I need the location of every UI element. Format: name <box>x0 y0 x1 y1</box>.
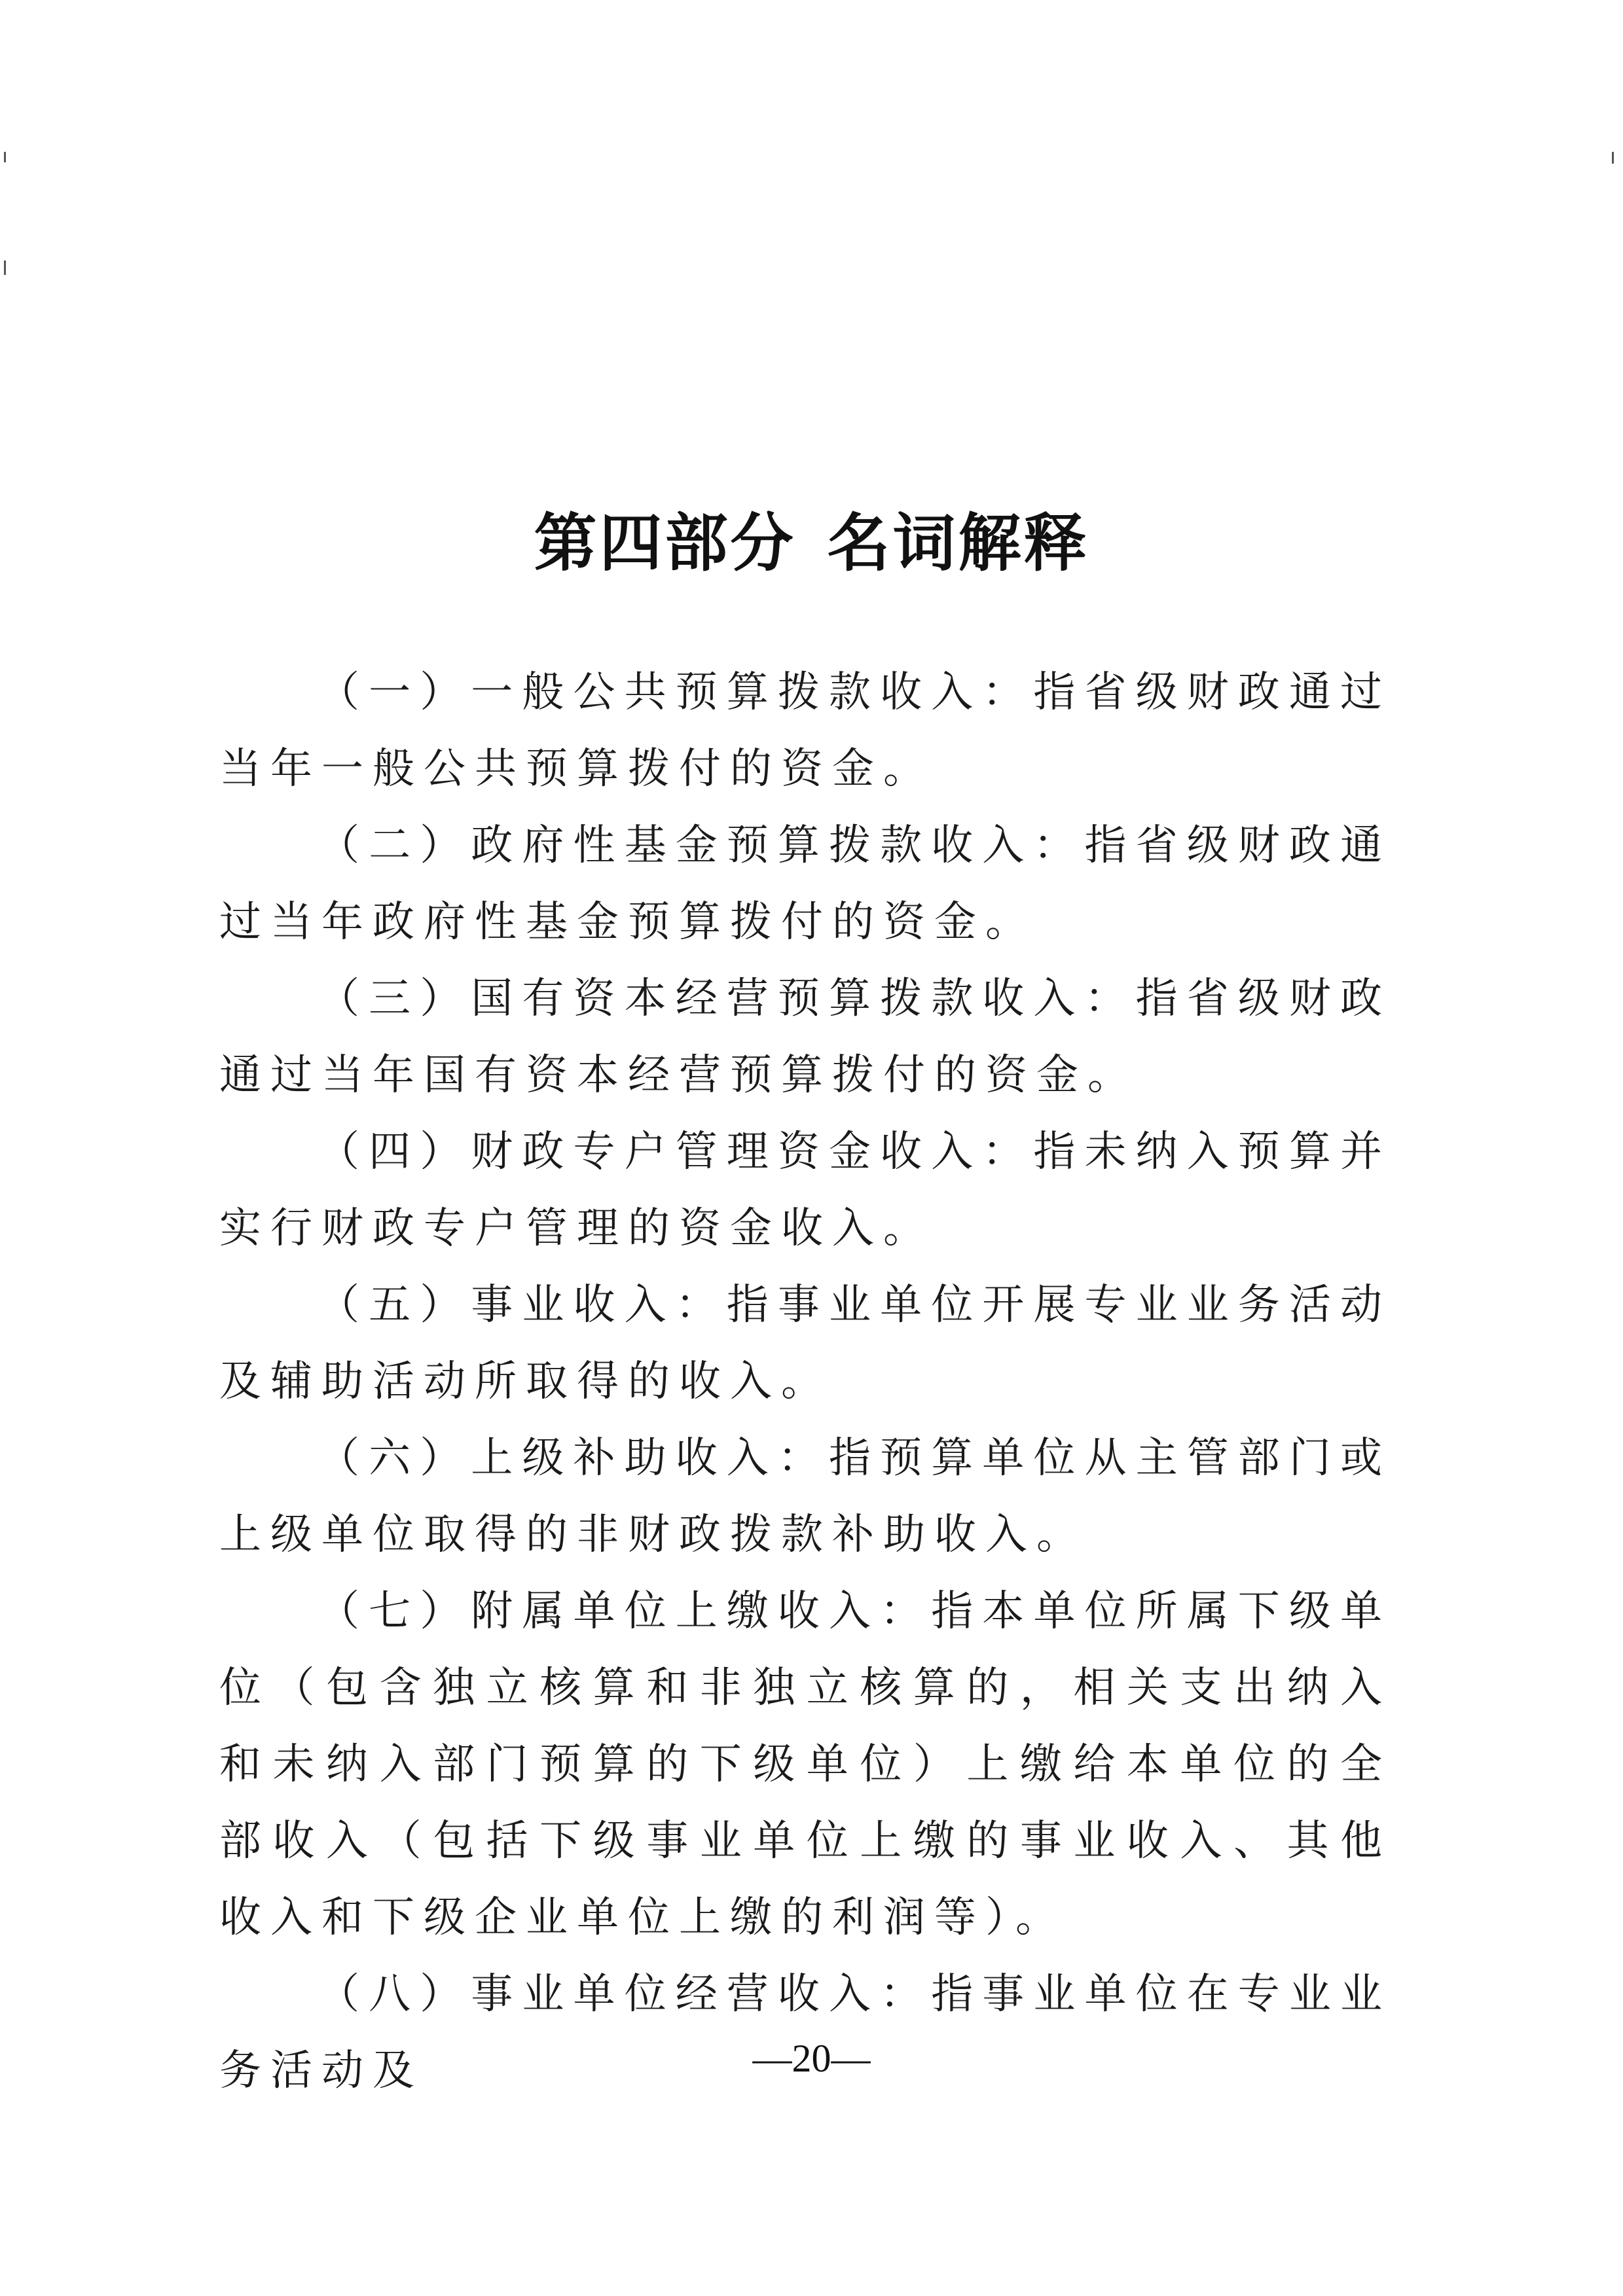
glossary-item-6 <box>219 1420 1391 1573</box>
glossary-term: （六）上级补助收入 <box>318 1434 778 1482</box>
page-title <box>0 501 1623 586</box>
title-part: 第四部分 <box>534 507 796 580</box>
glossary-term: （八）事业单位经营收入 <box>318 1970 881 2018</box>
glossary-item-7 <box>219 1573 1391 1956</box>
glossary-term: （二）政府性基金预算拨款收入 <box>318 821 1034 870</box>
glossary-term: （一）一般公共预算拨款收入 <box>318 668 983 717</box>
scan-mark-left-top <box>4 152 6 162</box>
title-text: 名词解释 <box>827 507 1089 580</box>
glossary-term: （三）国有资本经营预算拨款收入 <box>318 975 1085 1023</box>
glossary-definition: ：指事业单位开展专业业务活动及辅助活动所取得的收入。 <box>219 1281 1392 1406</box>
glossary-term: （七）附属单位上缴收入 <box>318 1587 881 1636</box>
scan-mark-left-mid <box>4 260 6 275</box>
glossary-item-4 <box>219 1114 1391 1267</box>
glossary-definition: ：指事业单位在专业业务活动及 <box>219 1970 1392 2095</box>
glossary-item-2 <box>219 808 1391 961</box>
glossary-definition: ：指省级财政通过当年一般公共预算拨付的资金。 <box>219 668 1392 793</box>
glossary-definition: ：指本单位所属下级单位（包含独立核算和非独立核算的，相关支出纳入和未纳入部门预算的下级单位）上缴给本单位的全部收入（包括下级事业单位上缴的事业收入、其他收入和下级企业单位上缴的利润等）。 <box>219 1587 1392 1942</box>
glossary-item-5 <box>219 1267 1391 1420</box>
glossary-term: （四）财政专户管理资金收入 <box>318 1128 983 1176</box>
glossary-term: （五）事业收入 <box>318 1281 676 1329</box>
glossary-definition: ：指省级财政通过当年国有资本经营预算拨付的资金。 <box>219 975 1391 1100</box>
glossary-definition: ：指预算单位从主管部门或上级单位取得的非财政拨款补助收入。 <box>219 1434 1392 1559</box>
page-number: —20— <box>752 2037 871 2080</box>
glossary-definition: ：指未纳入预算并实行财政专户管理的资金收入。 <box>219 1128 1392 1253</box>
glossary-item-3 <box>219 961 1391 1114</box>
glossary-definition: ：指省级财政通过当年政府性基金预算拨付的资金。 <box>219 821 1392 946</box>
scan-mark-right-top <box>1612 152 1614 164</box>
glossary-item-1 <box>219 655 1391 808</box>
glossary-body <box>219 655 1391 2109</box>
